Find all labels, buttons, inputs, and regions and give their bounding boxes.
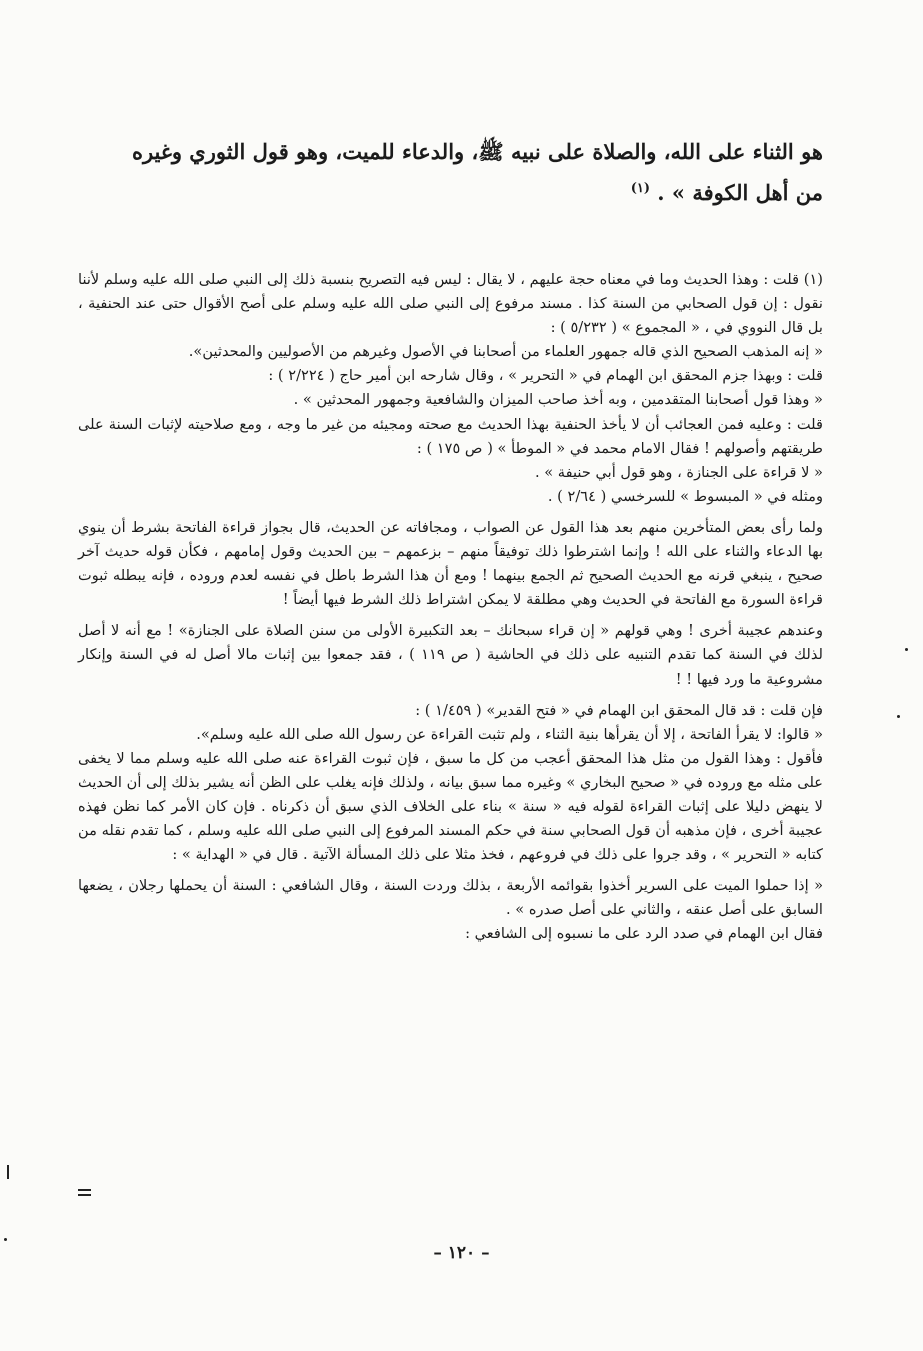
scan-speck bbox=[905, 648, 908, 651]
main-text-line: هو الثناء على الله، والصلاة على نبيه ﷺ، والدعاء للميت، وهو قول الثوري وغيره bbox=[131, 139, 823, 164]
quotation-paragraph: « وهذا قول أصحابنا المتقدمين ، وبه أخذ صاحب الميزان والشافعية وجمهور المحدثين » . bbox=[293, 391, 823, 409]
footnote-paragraph: وعندهم عجيبة أخرى ! وهي قولهم « إن قراء سبحانك – بعد التكبيرة الأولى من سنن الصلاة على الجنازة» ! مع أنه لا أصل لذلك في السنة كما تقدم التنبيه على ذلك في الحاشية ( ص ١١٩ ) ، فقد جمعوا بين إثبات مالا أصل له في السنة وإنكار مشروعية ما ورد فيها ! ! bbox=[78, 622, 823, 688]
scan-mark bbox=[7, 1165, 9, 1179]
continuation-mark bbox=[78, 1189, 91, 1196]
main-text-block bbox=[78, 133, 823, 211]
footnote-paragraph: فقال ابن الهمام في صدد الرد على ما نسبوه إلى الشافعي : bbox=[465, 925, 823, 943]
quotation-paragraph: « قالوا: لا يقرأ الفاتحة ، إلا أن يقرأها بنية الثناء ، ولم تثبت القراءة عن رسول الله صلى الله عليه وسلم». bbox=[196, 725, 823, 743]
scan-speck bbox=[897, 715, 900, 718]
quotation-paragraph: « إنه المذهب الصحيح الذي قاله جمهور العلماء من أصحابنا في الأصول وغيرهم من الأصوليين والمحدثين». bbox=[188, 343, 823, 361]
scan-speck bbox=[4, 1238, 7, 1241]
page-number: – ١٢٠ – bbox=[433, 1243, 490, 1263]
footnotes-block bbox=[78, 268, 823, 947]
footnote-paragraph: (١) قلت : وهذا الحديث وما في معناه حجة عليهم ، لا يقال : ليس فيه التصريح بنسبة ذلك إلى النبي صلى الله عليه وسلم لأننا نقول : إن قول الصحابي من السنة كذا . مسند مرفوع إلى النبي صلى الله عليه وسلم على أصح الأقوال حتى عند الحنفية ، بل قال النووي في ، « المجموع » ( ٥/٢٣٢ ) : bbox=[78, 271, 823, 337]
main-text-line-end: من أهل الكوفة » . bbox=[657, 180, 823, 205]
footnote-paragraph: فإن قلت : قد قال المحقق ابن الهمام في « فتح القدير» ( ١/٤٥٩ ) : bbox=[415, 701, 823, 719]
footnote-paragraph: قلت : وبهذا جزم المحقق ابن الهمام في « التحرير » ، وقال شارحه ابن أمير حاج ( ٢/٢٢٤ ) : bbox=[268, 367, 823, 385]
quotation-paragraph: « إذا حملوا الميت على السرير أخذوا بقوائمه الأربعة ، بذلك وردت السنة ، وقال الشافعي : السنة أن يحملها رجلان ، يضعها السابق على أصل عنقه ، والثاني على أصل صدره » . bbox=[78, 877, 823, 919]
footnote-reference: (١) bbox=[630, 181, 650, 196]
footnote-paragraph: ومثله في « المبسوط » للسرخسي ( ٢/٦٤ ) . bbox=[547, 487, 823, 505]
footnote-paragraph: فأقول : وهذا القول من مثل هذا المحقق أعجب من كل ما سبق ، فإن ثبوت القراءة عنه صلى الله عليه وسلم مما لا يخفى على مثله مع وروده في « صحيح البخاري » وغيره مما سبق بيانه ، ولذلك فإنه يغلب على الظن أنه يشير بذلك إلى أن الحديث لا ينهض دليلا على إثبات القراءة لقوله فيه « سنة » بناء على الخلاف الذي سبق أن ذكرناه . فإن كان الأمر كما نظن فهذه عجيبة أخرى ، فإن مذهبه أن قول الصحابي سنة في حكم المسند المرفوع إلى النبي صلى الله عليه وسلم ، كما تقدم نقله من كتابه « التحرير » ، وقد جروا على ذلك في فروعهم ، فخذ مثلا على ذلك المسألة الآتية . قال في « الهداية » : bbox=[78, 749, 823, 864]
quotation-paragraph: « لا قراءة على الجنازة ، وهو قول أبي حنيفة » . bbox=[534, 463, 823, 481]
footnote-paragraph: قلت : وعليه فمن العجائب أن لا يأخذ الحنفية بهذا الحديث مع صحته ومجيئه من غير ما وجه ، ومع صلاحيته لإثبات السنة على طريقتهم وأصولهم ! فقال الامام محمد في « الموطأ » ( ص ١٧٥ ) : bbox=[78, 415, 823, 457]
main-text-line bbox=[78, 170, 823, 211]
footnote-paragraph: ولما رأى بعض المتأخرين منهم بعد هذا القول عن الصواب ، ومجافاته عن الحديث، قال بجواز قراءة الفاتحة بشرط أن ينوي بها الدعاء والثناء على الله ! وإنما اشترطوا ذلك توفيقاً منهم – بزعمهم – بين الحديث وقول إمامهم ، فكأن قوله حديث آخر صحيح ، ينبغي قرنه مع الحديث الصحيح ثم الجمع بينهما ! ومع أن هذا الشرط باطل في نفسه لعدم وروده ، فإنه يبطله ثبوت قراءة السورة مع الفاتحة في الحديث وهي مطلقة لا يمكن اشتراط ذلك الشرط فيها أيضاً ! bbox=[78, 518, 823, 609]
